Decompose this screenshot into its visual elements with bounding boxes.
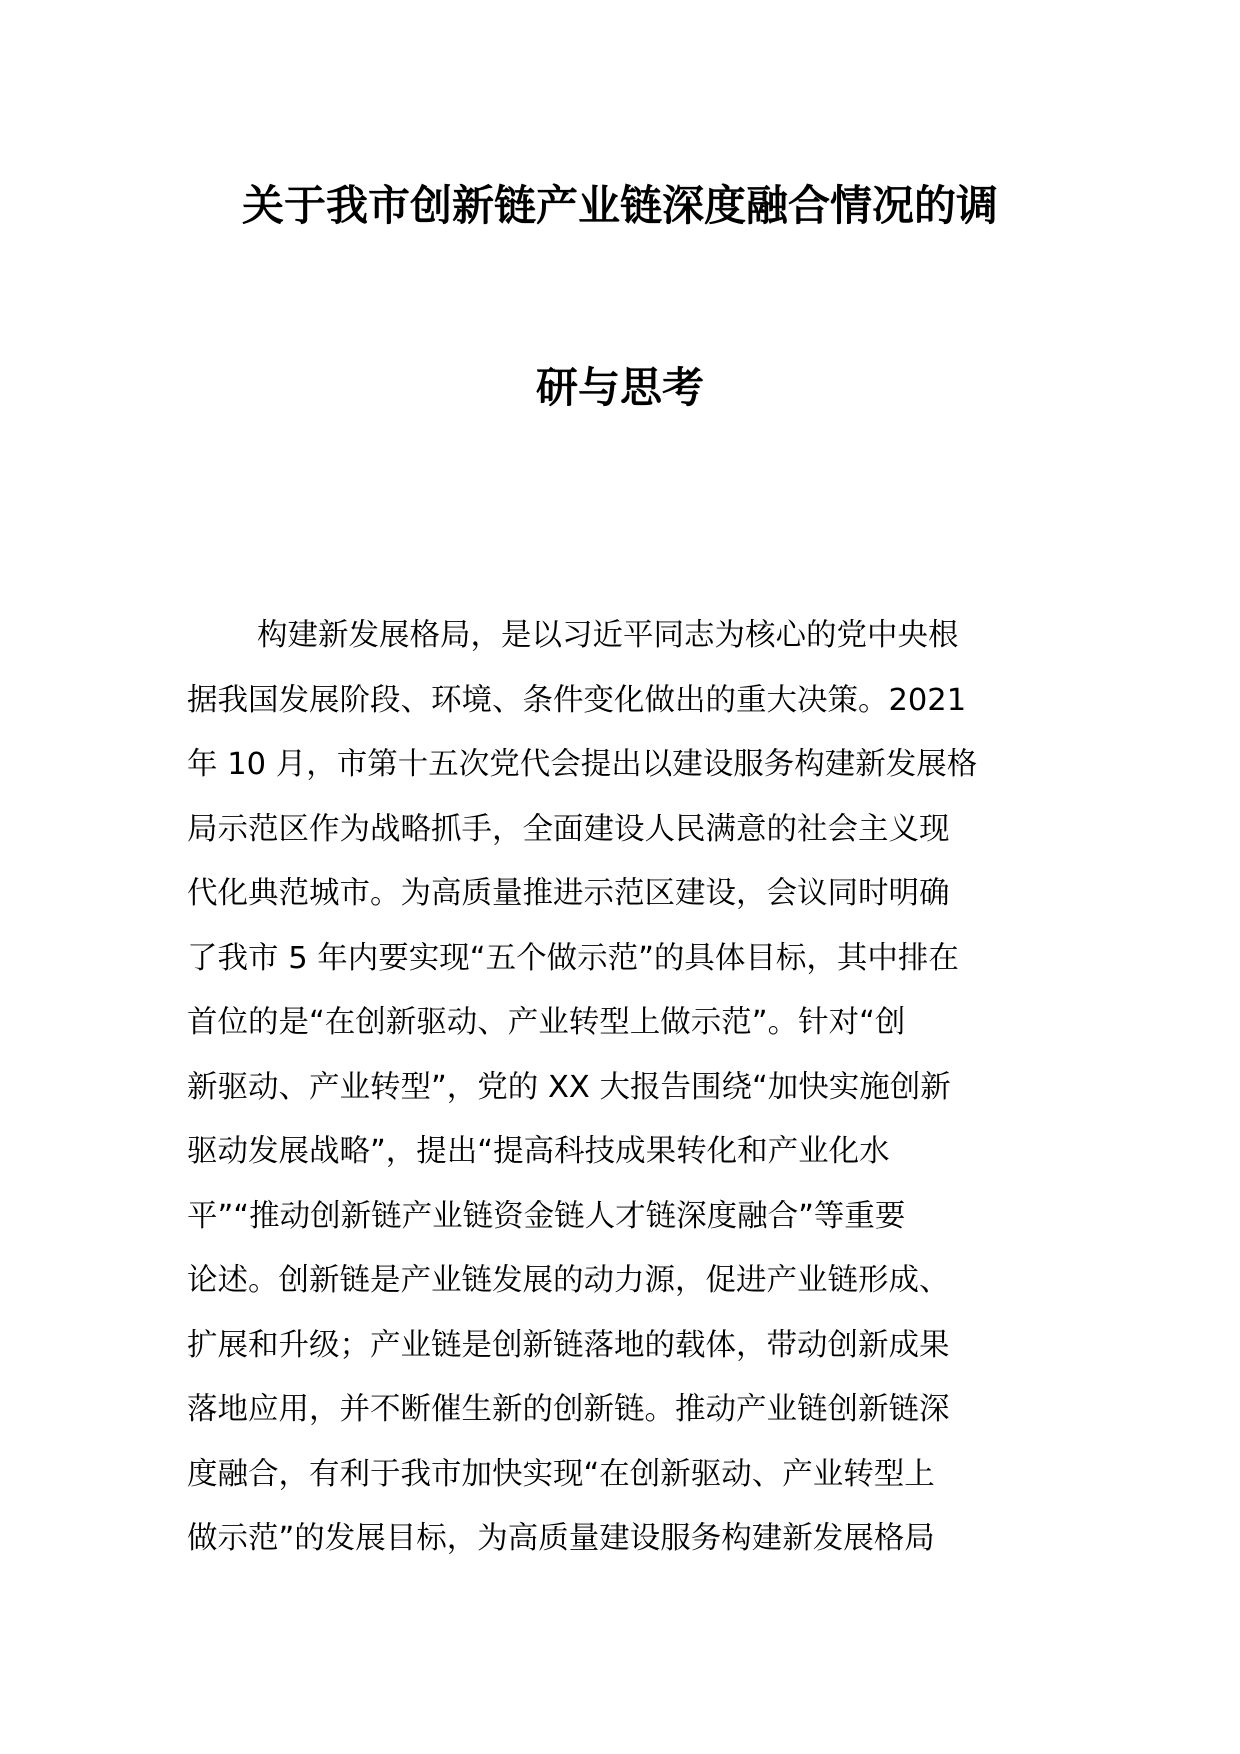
- paragraph-line: 驱动发展战略”，提出“提高科技成果转化和产业化水: [187, 1134, 890, 1169]
- paragraph-line: 扩展和升级；产业链是创新链落地的载体，带动创新成果: [187, 1327, 950, 1363]
- paragraph-line: 构建新发展格局，是以习近平同志为核心的党中央根: [257, 618, 959, 653]
- paragraph-line: 了我市 5 年内要实现“五个做示范”的具体目标，其中排在: [187, 940, 959, 976]
- paragraph-line: 据我国发展阶段、环境、条件变化做出的重大决策。2021: [187, 682, 967, 718]
- paragraph-line: 平”“推动创新链产业链资金链人才链深度融合”等重要: [187, 1198, 906, 1234]
- paragraph-line: 代化典范城市。为高质量推进示范区建设，会议同时明确: [187, 876, 950, 911]
- document-title-line-2: 研与思考: [535, 363, 704, 412]
- document-title-line-1: 关于我市创新链产业链深度融合情况的调: [241, 181, 998, 230]
- paragraph-line: 局示范区作为战略抓手，全面建设人民满意的社会主义现: [187, 811, 950, 847]
- paragraph-line: 年 10 月，市第十五次党代会提出以建设服务构建新发展格: [187, 747, 978, 782]
- paragraph-line: 论述。创新链是产业链发展的动力源，促进产业链形成、: [187, 1263, 950, 1298]
- paragraph-line: 落地应用，并不断催生新的创新链。推动产业链创新链深: [187, 1392, 950, 1427]
- paragraph-line: 首位的是“在创新驱动、产业转型上做示范”。针对“创: [187, 1005, 906, 1040]
- paragraph-line: 做示范”的发展目标，为高质量建设服务构建新发展格局: [187, 1521, 935, 1556]
- paragraph-line: 新驱动、产业转型”，党的 XX 大报告围绕“加快实施创新: [187, 1069, 951, 1105]
- paragraph-line: 度融合，有利于我市加快实现“在创新驱动、产业转型上: [187, 1456, 935, 1492]
- document-body-paragraph: [187, 604, 1057, 1572]
